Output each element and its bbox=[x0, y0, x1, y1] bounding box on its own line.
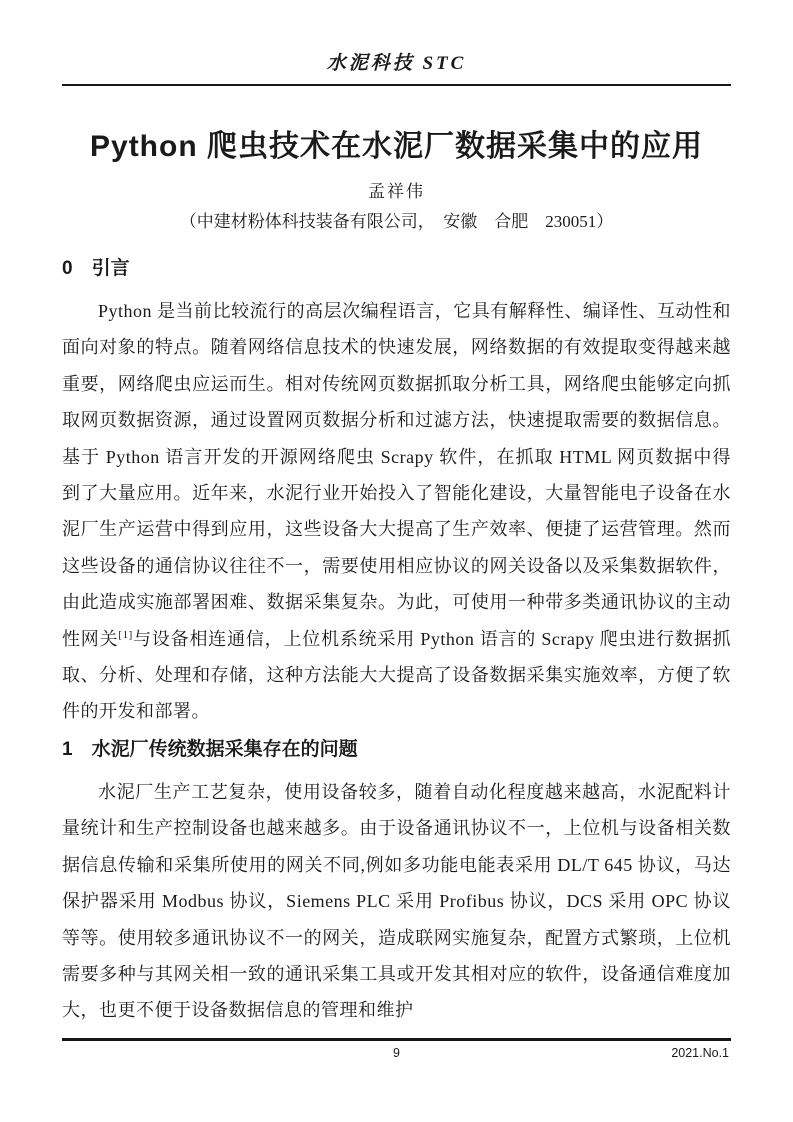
article-author: 孟祥伟 bbox=[368, 182, 425, 201]
section-1-heading: 1 水泥厂传统数据采集存在的问题 bbox=[62, 738, 358, 760]
section-0-heading: 0 引言 bbox=[62, 258, 130, 279]
article-title: Python 爬虫技术在水泥厂数据采集中的应用 bbox=[90, 130, 703, 163]
header-divider bbox=[62, 84, 731, 86]
section-0-paragraph-text: Python 是当前比较流行的高层次编程语言，它具有解释性、编译性、互动性和面向对象的特点。随着网络信息技术的快速发展，网络数据的有效提取变得越来越重要，网络爬虫应运而生。相对传统网页数据抓取分析工具，网络爬虫能够定向抓取网页数据资源，通过设置网页数据分析和过滤方法，快速提取需要的数据信息。基于 Python 语言开发的开源网络爬虫 Scrapy 软件，在抓取 HTML 网页数据中得到了大量应用。近年来，水泥行业开始投入了智能化建设，大量智能电子设备在水泥厂生产运营中得到应用，这些设备大大提高了生产效率、便捷了运营管理。然而这些设备的通信协议往往不一，需要使用相应协议的网关设备以及采集数据软件，由此造成实施部署困难、数据采集复杂。为此，可使用一种带多类通讯协议的主动性网关 bbox=[62, 301, 731, 649]
reference-marker: [1] bbox=[118, 628, 133, 641]
section-0-paragraph bbox=[62, 293, 731, 730]
page-number: 9 bbox=[393, 1046, 400, 1060]
page-header bbox=[62, 0, 731, 86]
issue-label: 2021.No.1 bbox=[671, 1046, 729, 1060]
section-0-paragraph-continuation: 与设备相连通信，上位机系统采用 Python 语言的 Scrapy 爬虫进行数据抓取、分析、处理和存储，这种方法能大大提高了设备数据采集实施效率，方便了软件的开发和部署。 bbox=[62, 628, 732, 722]
footer-divider bbox=[62, 1038, 731, 1041]
article-affiliation: （中建材粉体科技装备有限公司， 安徽 合肥 230051） bbox=[179, 212, 614, 231]
page-footer bbox=[62, 1038, 731, 1062]
section-1-paragraph: 水泥厂生产工艺复杂，使用设备较多，随着自动化程度越来越高，水泥配料计量统计和生产控制设备也越来越多。由于设备通讯协议不一，上位机与设备相关数据信息传输和采集所使用的网关不同,例如多功能电能表采用 DL/T 645 协议，马达保护器采用 Modbus 协议，Siemens PLC 采用 Profibus 协议，DCS 采用 OPC 协议等等。使用较多通讯协议不一的网关，造成联网实施复杂，配置方式繁琐，上位机需要多种与其网关相一致的通讯采集工具或开发其相对应的软件，设备通信难度加大，也更不便于设备数据信息的管理和维护 bbox=[62, 781, 731, 1021]
footer-row bbox=[62, 1046, 731, 1062]
journal-name: 水泥科技 STC bbox=[326, 53, 467, 74]
